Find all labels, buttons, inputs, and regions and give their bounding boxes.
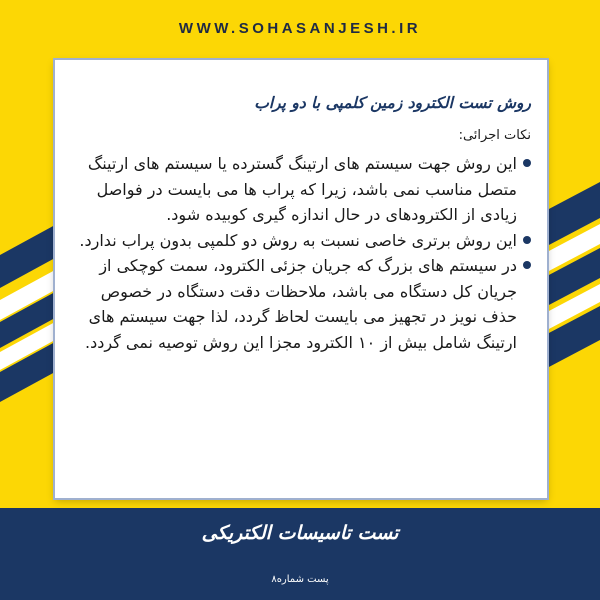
bullet-item bbox=[71, 151, 531, 228]
bullet-text: این روش برتری خاصی نسبت به روش دو کلمپی بدون پراب ندارد. bbox=[79, 230, 517, 250]
bullet-item bbox=[71, 228, 531, 254]
bullet-item bbox=[71, 253, 531, 355]
notes-label: نکات اجرائی: bbox=[458, 128, 531, 143]
bullet-list bbox=[71, 151, 531, 355]
bullet-dot-icon bbox=[523, 236, 531, 244]
site-url[interactable]: WWW.SOHASANJESH.IR bbox=[178, 20, 422, 37]
bullet-dot-icon bbox=[523, 261, 531, 269]
post-number: پست شماره۸ bbox=[271, 574, 329, 585]
bullet-dot-icon bbox=[523, 159, 531, 167]
content-card bbox=[55, 60, 547, 498]
card-title: روش تست الکترود زمین کلمپی با دو پراب bbox=[254, 94, 531, 112]
bullet-text: در سیستم های بزرگ که جریان جزئی الکترود، سمت کوچکی از جریان کل دستگاه می باشد، ملاحظات دقت دستگاه در خصوص حذف نویز در تجهیز می بایست لحاظ گردد، لذا جهت سیستم های ارتینگ شامل بیش از ۱۰ الکترود مجزا این روش توصیه نمی گردد. bbox=[85, 256, 517, 352]
footer-title: تست تاسیسات الکتریکی bbox=[201, 522, 399, 544]
bullet-text: این روش جهت سیستم های ارتینگ گسترده یا سیستم های ارتینگ متصل مناسب نمی باشد، زیرا که پراب ها می بایست در فواصل زیادی از الکترودهای در حال اندازه گیری کوبیده شود. bbox=[87, 154, 517, 224]
